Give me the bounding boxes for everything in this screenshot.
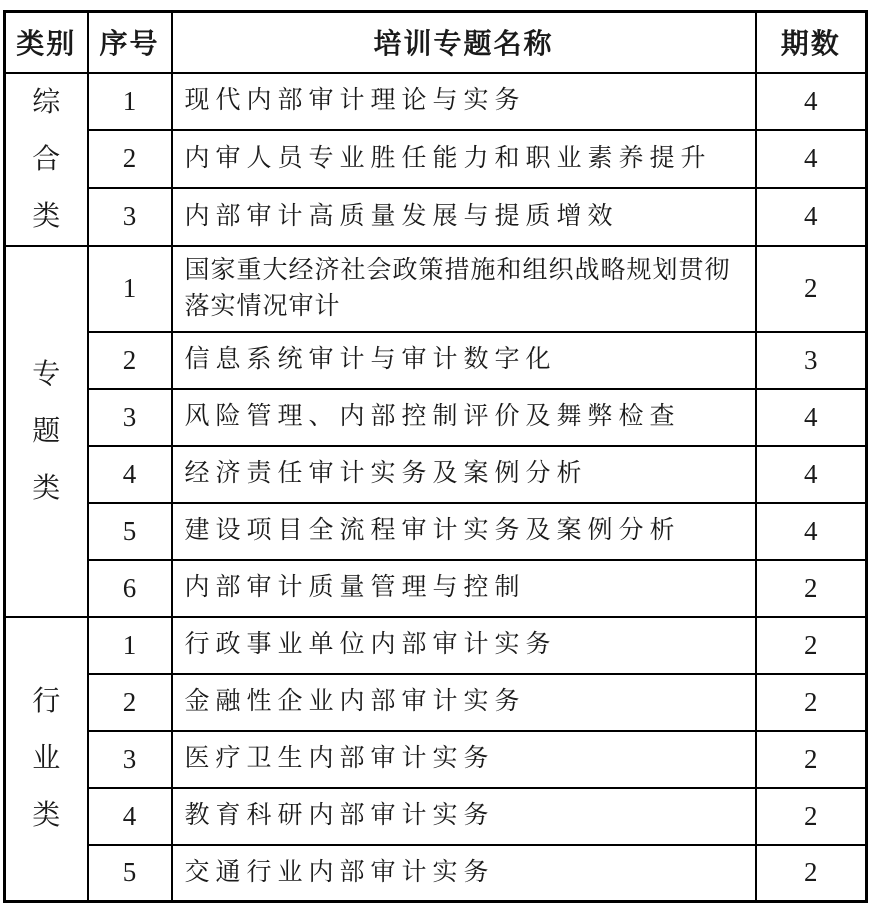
table-body [5, 73, 867, 902]
row-number-cell: 2 [88, 674, 172, 731]
sessions-cell: 2 [756, 674, 867, 731]
topic-name-cell: 风险管理、内部控制评价及舞弊检查 [172, 389, 756, 446]
sessions-cell: 2 [756, 617, 867, 674]
category-char: 综 [32, 86, 61, 118]
row-number-cell: 3 [88, 731, 172, 788]
table-row [5, 389, 867, 446]
sessions-cell: 3 [756, 332, 867, 389]
header-category: 类别 [5, 12, 88, 73]
table-row [5, 503, 867, 560]
sessions-cell: 4 [756, 503, 867, 560]
sessions-cell: 4 [756, 73, 867, 131]
table-row [5, 845, 867, 902]
category-char: 业 [32, 743, 61, 775]
sessions-cell: 2 [756, 788, 867, 845]
topic-name-cell: 交通行业内部审计实务 [172, 845, 756, 902]
sessions-cell: 4 [756, 446, 867, 503]
row-number-cell: 2 [88, 332, 172, 389]
row-number-cell: 3 [88, 188, 172, 246]
topic-name-cell: 内审人员专业胜任能力和职业素养提升 [172, 130, 756, 188]
header-row [5, 12, 867, 73]
row-number-cell: 1 [88, 246, 172, 332]
row-number-cell: 5 [88, 503, 172, 560]
category-char: 专 [32, 358, 61, 390]
table-row [5, 446, 867, 503]
row-number-cell: 5 [88, 845, 172, 902]
table-row [5, 73, 867, 131]
category-cell [5, 73, 88, 246]
topic-name-cell: 建设项目全流程审计实务及案例分析 [172, 503, 756, 560]
table-row [5, 788, 867, 845]
row-number-cell: 4 [88, 446, 172, 503]
table-row [5, 560, 867, 617]
topic-name-cell: 教育科研内部审计实务 [172, 788, 756, 845]
topic-name-cell: 内部审计高质量发展与提质增效 [172, 188, 756, 246]
topic-name-cell: 现代内部审计理论与实务 [172, 73, 756, 131]
topic-name-cell: 经济责任审计实务及案例分析 [172, 446, 756, 503]
category-cell [5, 617, 88, 902]
row-number-cell: 4 [88, 788, 172, 845]
category-char: 题 [32, 415, 61, 447]
table-header [5, 12, 867, 73]
header-number: 序号 [88, 12, 172, 73]
table-row [5, 188, 867, 246]
sessions-cell: 2 [756, 845, 867, 902]
sessions-cell: 4 [756, 389, 867, 446]
table-row [5, 674, 867, 731]
category-char: 行 [32, 686, 61, 718]
training-topics-table [3, 10, 868, 903]
topic-name-cell: 行政事业单位内部审计实务 [172, 617, 756, 674]
sessions-cell: 2 [756, 246, 867, 332]
row-number-cell: 6 [88, 560, 172, 617]
sessions-cell: 4 [756, 130, 867, 188]
topic-name-cell: 金融性企业内部审计实务 [172, 674, 756, 731]
topic-name-cell: 医疗卫生内部审计实务 [172, 731, 756, 788]
header-topic-name: 培训专题名称 [172, 12, 756, 73]
category-char: 类 [32, 800, 61, 832]
sessions-cell: 2 [756, 731, 867, 788]
table-row [5, 332, 867, 389]
category-char: 类 [32, 472, 61, 504]
topic-name-cell: 内部审计质量管理与控制 [172, 560, 756, 617]
table-row [5, 731, 867, 788]
table-row [5, 130, 867, 188]
topic-name-cell: 信息系统审计与审计数字化 [172, 332, 756, 389]
category-cell [5, 246, 88, 617]
table-row [5, 617, 867, 674]
category-char: 合 [32, 143, 61, 175]
header-sessions: 期数 [756, 12, 867, 73]
sessions-cell: 2 [756, 560, 867, 617]
row-number-cell: 2 [88, 130, 172, 188]
sessions-cell: 4 [756, 188, 867, 246]
row-number-cell: 1 [88, 617, 172, 674]
table-row [5, 246, 867, 332]
row-number-cell: 1 [88, 73, 172, 131]
category-char: 类 [32, 200, 61, 232]
topic-name-cell: 国家重大经济社会政策措施和组织战略规划贯彻落实情况审计 [172, 246, 756, 332]
row-number-cell: 3 [88, 389, 172, 446]
